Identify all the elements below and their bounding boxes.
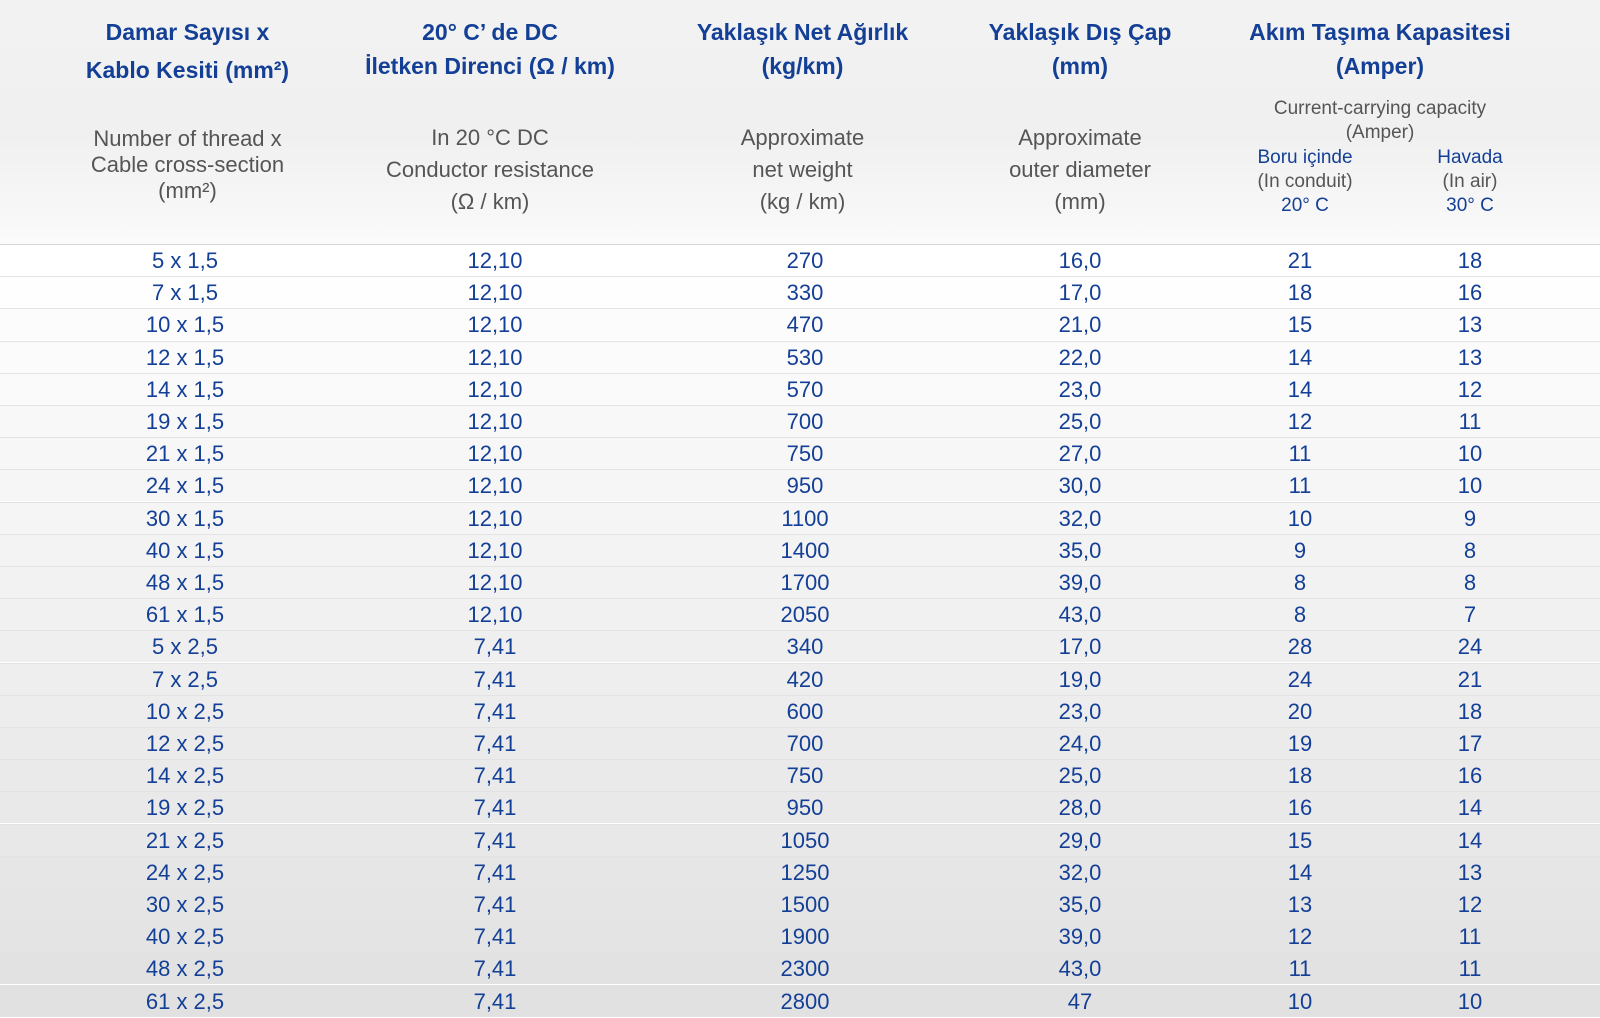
table-cell: 21 bbox=[1457, 666, 1483, 692]
table-cell: 25,0 bbox=[1058, 409, 1102, 434]
table-cell: 32,0 bbox=[1058, 859, 1102, 885]
table-cell: 21,0 bbox=[1058, 312, 1102, 338]
header-subtitle-line: (mm) bbox=[1054, 189, 1106, 214]
table-cell: 17,0 bbox=[1058, 634, 1102, 660]
table-cell: 19,0 bbox=[1058, 666, 1102, 692]
table-cell: 12 bbox=[1457, 892, 1483, 917]
table-cell: 330 bbox=[786, 280, 824, 306]
table-cell: 19 x 1,5 bbox=[145, 409, 225, 434]
table-row bbox=[0, 308, 1600, 340]
table-row bbox=[0, 630, 1600, 662]
table-cell: 8 bbox=[1293, 602, 1307, 628]
header-subtitle-line: Number of thread x bbox=[93, 126, 282, 151]
table-cell: 12,10 bbox=[467, 312, 523, 338]
table-cell: 12,10 bbox=[467, 280, 523, 306]
table-cell: 750 bbox=[786, 763, 824, 789]
table-cell: 15 bbox=[1287, 312, 1313, 338]
table-cell: 12,10 bbox=[467, 376, 523, 402]
header-conduit-label: Boru içinde bbox=[1257, 147, 1353, 168]
table-cell: 7,41 bbox=[473, 892, 517, 917]
table-row bbox=[0, 276, 1600, 308]
header-subtitle-line: outer diameter bbox=[1009, 157, 1151, 182]
table-cell: 7,41 bbox=[473, 827, 517, 853]
table-cell: 14 bbox=[1287, 344, 1313, 370]
table-cell: 14 bbox=[1457, 795, 1483, 821]
table-cell: 28 bbox=[1287, 634, 1313, 660]
table-cell: 10 bbox=[1457, 988, 1483, 1014]
table-cell: 7,41 bbox=[473, 924, 517, 950]
header-subtitle-line: Conductor resistance bbox=[386, 157, 594, 182]
table-cell: 40 x 1,5 bbox=[145, 537, 225, 563]
table-cell: 7,41 bbox=[473, 956, 517, 982]
table-cell: 12,10 bbox=[467, 505, 523, 531]
header-subtitle-line: In 20 °C DC bbox=[431, 125, 549, 150]
header-title-line: 20° C’ de DC bbox=[422, 19, 558, 45]
table-cell: 10 bbox=[1457, 473, 1483, 499]
table-cell: 7,41 bbox=[473, 731, 517, 756]
table-cell: 1400 bbox=[780, 537, 830, 563]
table-cell: 22,0 bbox=[1058, 344, 1102, 370]
table-cell: 32,0 bbox=[1058, 505, 1102, 531]
table-cell: 7,41 bbox=[473, 859, 517, 885]
table-cell: 12,10 bbox=[467, 602, 523, 628]
table-cell: 11 bbox=[1458, 409, 1482, 434]
table-cell: 600 bbox=[786, 698, 824, 724]
table-cell: 11 bbox=[1288, 956, 1312, 982]
table-cell: 48 x 1,5 bbox=[145, 570, 225, 595]
table-cell: 12,10 bbox=[467, 248, 523, 273]
table-cell: 2050 bbox=[780, 602, 830, 628]
table-row bbox=[0, 888, 1600, 920]
header-conduit-temp: 20° C bbox=[1281, 195, 1329, 216]
table-cell: 7 x 1,5 bbox=[151, 280, 219, 306]
table-cell: 9 bbox=[1293, 537, 1307, 563]
header-subtitle-line: net weight bbox=[752, 157, 853, 182]
table-row bbox=[0, 469, 1600, 501]
table-header bbox=[0, 0, 1600, 244]
header-subtitle-line: (mm²) bbox=[158, 178, 217, 203]
table-row bbox=[0, 727, 1600, 759]
table-cell: 47 bbox=[1067, 988, 1093, 1014]
table-cell: 17 bbox=[1457, 731, 1483, 756]
table-row bbox=[0, 437, 1600, 469]
table-cell: 48 x 2,5 bbox=[145, 956, 225, 982]
table-cell: 17,0 bbox=[1058, 280, 1102, 306]
header-air-label: Havada bbox=[1437, 147, 1503, 168]
table-cell: 12 x 2,5 bbox=[145, 731, 225, 756]
table-cell: 39,0 bbox=[1058, 924, 1102, 950]
table-cell: 18 bbox=[1287, 763, 1313, 789]
table-cell: 8 bbox=[1463, 570, 1477, 595]
table-cell: 30 x 1,5 bbox=[145, 505, 225, 531]
table-cell: 2800 bbox=[780, 988, 830, 1014]
table-row bbox=[0, 341, 1600, 373]
table-cell: 7,41 bbox=[473, 634, 517, 660]
table-cell: 11 bbox=[1458, 956, 1482, 982]
table-row bbox=[0, 566, 1600, 598]
table-cell: 12,10 bbox=[467, 409, 523, 434]
table-cell: 12,10 bbox=[467, 570, 523, 595]
table-cell: 15 bbox=[1287, 827, 1313, 853]
table-cell: 10 x 1,5 bbox=[145, 312, 225, 338]
table-row bbox=[0, 534, 1600, 566]
table-cell: 5 x 1,5 bbox=[151, 248, 219, 273]
table-cell: 700 bbox=[786, 731, 824, 756]
table-cell: 9 bbox=[1463, 505, 1477, 531]
table-cell: 14 x 2,5 bbox=[145, 763, 225, 789]
table-cell: 43,0 bbox=[1058, 956, 1102, 982]
header-in-air bbox=[1405, 146, 1535, 218]
header-subtitle-line: Approximate bbox=[1018, 125, 1142, 150]
table-cell: 13 bbox=[1287, 892, 1313, 917]
header-in-conduit bbox=[1230, 146, 1380, 218]
table-cell: 16 bbox=[1287, 795, 1313, 821]
table-cell: 12 bbox=[1287, 924, 1313, 950]
table-cell: 61 x 1,5 bbox=[145, 602, 225, 628]
table-cell: 61 x 2,5 bbox=[145, 988, 225, 1014]
table-row bbox=[0, 695, 1600, 727]
table-cell: 23,0 bbox=[1058, 376, 1102, 402]
table-cell: 12,10 bbox=[467, 344, 523, 370]
table-row bbox=[0, 405, 1600, 437]
table-cell: 24 x 2,5 bbox=[145, 859, 225, 885]
table-cell: 21 x 1,5 bbox=[145, 441, 225, 467]
header-title-line: Akım Taşıma Kapasitesi bbox=[1249, 19, 1511, 45]
table-cell: 43,0 bbox=[1058, 602, 1102, 628]
table-cell: 21 x 2,5 bbox=[145, 827, 225, 853]
header-subtitle-line: (kg / km) bbox=[759, 189, 846, 214]
table-cell: 1900 bbox=[780, 924, 830, 950]
table-cell: 2300 bbox=[780, 956, 830, 982]
table-cell: 25,0 bbox=[1058, 763, 1102, 789]
table-cell: 1500 bbox=[780, 892, 830, 917]
header-subtitle-line: Approximate bbox=[740, 125, 865, 150]
table-cell: 28,0 bbox=[1058, 795, 1102, 821]
header-subtitle-line: (Ω / km) bbox=[450, 189, 530, 214]
table-cell: 12,10 bbox=[467, 441, 523, 467]
table-cell: 12,10 bbox=[467, 537, 523, 563]
table-cell: 20 bbox=[1287, 698, 1313, 724]
table-cell: 950 bbox=[786, 473, 824, 499]
table-cell: 570 bbox=[786, 376, 824, 402]
table-cell: 11 bbox=[1288, 473, 1312, 499]
table-cell: 18 bbox=[1457, 248, 1483, 273]
table-cell: 13 bbox=[1457, 344, 1483, 370]
table-cell: 40 x 2,5 bbox=[145, 924, 225, 950]
table-body bbox=[0, 244, 1600, 1017]
table-cell: 19 bbox=[1287, 731, 1313, 756]
table-cell: 30 x 2,5 bbox=[145, 892, 225, 917]
table-row bbox=[0, 952, 1600, 984]
table-cell: 24 bbox=[1457, 634, 1483, 660]
header-title-line: İletken Direnci (Ω / km) bbox=[365, 53, 615, 79]
table-cell: 7,41 bbox=[473, 795, 517, 821]
table-cell: 10 bbox=[1287, 988, 1313, 1014]
table-cell: 19 x 2,5 bbox=[145, 795, 225, 821]
table-row bbox=[0, 920, 1600, 952]
table-row bbox=[0, 244, 1600, 276]
table-cell: 16 bbox=[1457, 280, 1483, 306]
header-subtitle-line: Current-carrying capacity bbox=[1273, 98, 1487, 119]
table-cell: 21 bbox=[1287, 248, 1313, 273]
table-cell: 10 bbox=[1457, 441, 1483, 467]
table-cell: 18 bbox=[1457, 698, 1483, 724]
table-row bbox=[0, 502, 1600, 534]
table-row bbox=[0, 791, 1600, 823]
table-cell: 7,41 bbox=[473, 698, 517, 724]
table-cell: 35,0 bbox=[1058, 537, 1102, 563]
table-cell: 5 x 2,5 bbox=[151, 634, 219, 660]
table-cell: 340 bbox=[786, 634, 824, 660]
table-row bbox=[0, 856, 1600, 888]
table-cell: 1250 bbox=[780, 859, 830, 885]
table-cell: 12 bbox=[1457, 376, 1483, 402]
header-subtitle-line: (Amper) bbox=[1345, 122, 1415, 143]
table-cell: 24 bbox=[1287, 666, 1313, 692]
table-cell: 8 bbox=[1293, 570, 1307, 595]
table-cell: 11 bbox=[1458, 924, 1482, 950]
table-cell: 27,0 bbox=[1058, 441, 1102, 467]
table-cell: 16,0 bbox=[1058, 248, 1102, 273]
table-cell: 35,0 bbox=[1058, 892, 1102, 917]
table-row bbox=[0, 985, 1600, 1017]
table-cell: 14 bbox=[1287, 376, 1313, 402]
table-cell: 11 bbox=[1288, 441, 1312, 467]
table-cell: 12,10 bbox=[467, 473, 523, 499]
table-cell: 12 x 1,5 bbox=[145, 344, 225, 370]
table-cell: 530 bbox=[786, 344, 824, 370]
header-air-sublabel: (In air) bbox=[1442, 171, 1498, 192]
table-cell: 700 bbox=[786, 409, 824, 434]
table-cell: 16 bbox=[1457, 763, 1483, 789]
table-row bbox=[0, 824, 1600, 856]
table-cell: 30,0 bbox=[1058, 473, 1102, 499]
table-cell: 270 bbox=[786, 248, 824, 273]
table-row bbox=[0, 373, 1600, 405]
table-cell: 39,0 bbox=[1058, 570, 1102, 595]
table-cell: 10 x 2,5 bbox=[145, 698, 225, 724]
table-cell: 7,41 bbox=[473, 988, 517, 1014]
header-title-line: (mm) bbox=[1051, 53, 1109, 79]
header-title-line: Yaklaşık Net Ağırlık bbox=[696, 19, 909, 45]
table-cell: 14 bbox=[1287, 859, 1313, 885]
table-row bbox=[0, 759, 1600, 791]
table-row bbox=[0, 663, 1600, 695]
table-cell: 8 bbox=[1463, 537, 1477, 563]
table-cell: 470 bbox=[786, 312, 824, 338]
table-cell: 29,0 bbox=[1058, 827, 1102, 853]
header-title-line: Kablo Kesiti (mm²) bbox=[85, 57, 290, 83]
table-cell: 7,41 bbox=[473, 666, 517, 692]
table-cell: 14 bbox=[1457, 827, 1483, 853]
table-cell: 23,0 bbox=[1058, 698, 1102, 724]
table-cell: 10 bbox=[1287, 505, 1313, 531]
table-cell: 750 bbox=[786, 441, 824, 467]
table-cell: 18 bbox=[1287, 280, 1313, 306]
table-cell: 1100 bbox=[781, 505, 829, 531]
table-cell: 1700 bbox=[780, 570, 830, 595]
table-cell: 7 bbox=[1463, 602, 1477, 628]
table-cell: 24,0 bbox=[1058, 731, 1102, 756]
table-row bbox=[0, 598, 1600, 630]
header-subtitle-line: Cable cross-section bbox=[90, 152, 285, 177]
header-title-line: Damar Sayısı x bbox=[105, 19, 270, 45]
table-cell: 13 bbox=[1457, 312, 1483, 338]
table-cell: 950 bbox=[786, 795, 824, 821]
table-cell: 7 x 2,5 bbox=[151, 666, 219, 692]
header-title-line: (kg/km) bbox=[761, 53, 844, 79]
table-cell: 13 bbox=[1457, 859, 1483, 885]
table-cell: 1050 bbox=[780, 827, 830, 853]
header-title-line: (Amper) bbox=[1335, 53, 1425, 79]
table-cell: 14 x 1,5 bbox=[145, 376, 225, 402]
table-cell: 12 bbox=[1287, 409, 1313, 434]
header-title-line: Yaklaşık Dış Çap bbox=[988, 19, 1172, 45]
table-cell: 7,41 bbox=[473, 763, 517, 789]
table-cell: 24 x 1,5 bbox=[145, 473, 225, 499]
header-air-temp: 30° C bbox=[1446, 195, 1494, 216]
table-cell: 420 bbox=[786, 666, 824, 692]
header-conduit-sublabel: (In conduit) bbox=[1257, 171, 1353, 192]
